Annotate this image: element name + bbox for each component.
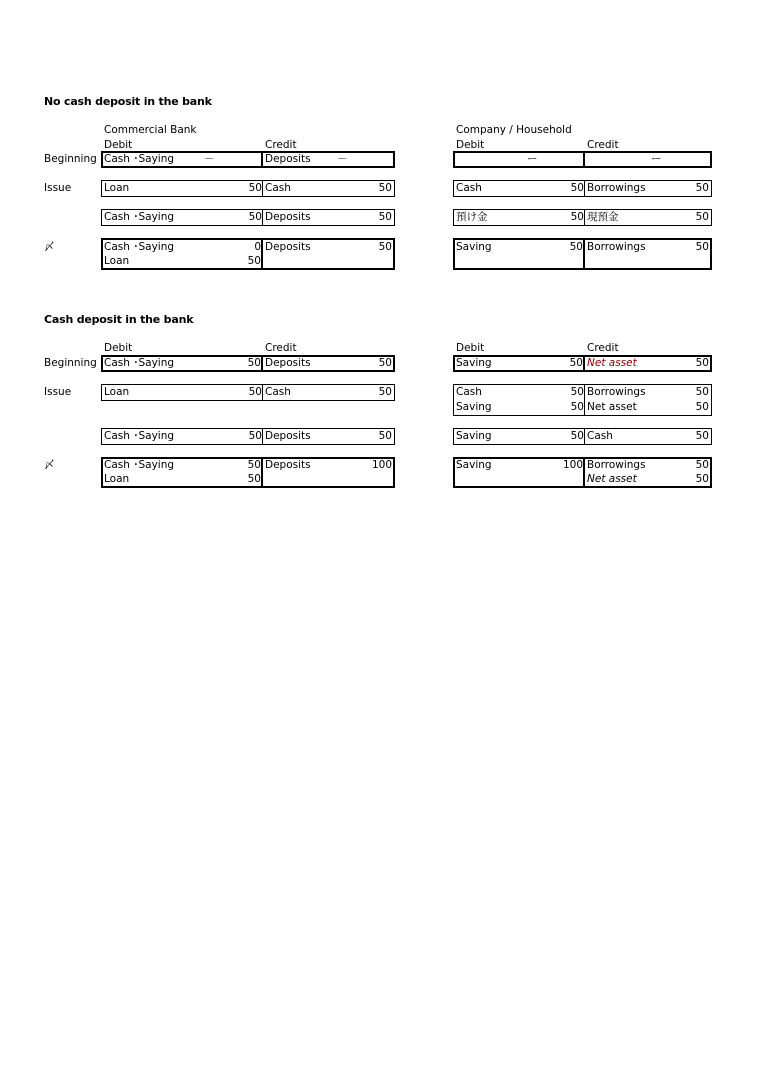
bank-credit-value: 50 — [378, 182, 392, 194]
divider — [262, 428, 263, 445]
household-debit-value: 50 — [570, 430, 584, 442]
bank-credit-header: Credit — [265, 139, 297, 151]
household-debit-header: Debit — [456, 342, 485, 354]
bank-credit-value: 50 — [378, 430, 392, 442]
household-debit-value: ー — [527, 153, 538, 165]
section-title: No cash deposit in the bank — [44, 95, 212, 108]
row-label-beginning: Beginning — [44, 357, 97, 369]
household-debit-value: 100 — [562, 459, 583, 471]
household-credit-value: 50 — [695, 459, 709, 471]
bank-credit-label: Cash — [265, 182, 291, 194]
bank-debit-value: 50 — [247, 459, 261, 471]
row-label-issue: Issue — [44, 182, 72, 194]
bank-debit-label: Cash ･Saying — [104, 357, 175, 369]
household-debit-label: Cash — [456, 386, 482, 398]
bank-debit-value: 50 — [248, 386, 262, 398]
bank-header: Commercial Bank — [104, 124, 197, 136]
household-credit-label: Borrowings — [587, 459, 646, 471]
household-debit-value: 50 — [570, 211, 584, 223]
household-debit-label: Cash — [456, 182, 482, 194]
household-debit-value: 50 — [570, 386, 584, 398]
household-credit-label: Net asset — [587, 357, 637, 369]
bank-credit-label: Deposits — [265, 459, 311, 471]
bank-debit-label: Loan — [104, 473, 130, 485]
divider — [261, 151, 263, 168]
household-credit-value: 50 — [695, 473, 709, 485]
household-debit-value: 50 — [570, 401, 584, 413]
row-label-beginning: Beginning — [44, 153, 97, 165]
household-credit-label: Borrowings — [587, 182, 646, 194]
divider — [584, 180, 585, 197]
household-debit-label: Saving — [456, 241, 492, 253]
household-debit-value: 50 — [569, 241, 583, 253]
household-credit-label: Borrowings — [587, 241, 646, 253]
household-credit-value: ー — [651, 153, 662, 165]
divider — [262, 180, 263, 197]
household-credit-label: Net asset — [587, 401, 637, 413]
bank-credit-label: Deposits — [265, 430, 311, 442]
bank-credit-label: Deposits — [265, 241, 311, 253]
bank-credit-value: 50 — [378, 241, 392, 253]
divider — [262, 209, 263, 226]
bank-debit-label: Cash ･Saying — [104, 241, 175, 253]
bank-credit-value: 50 — [378, 386, 392, 398]
household-credit-label: Net asset — [587, 473, 637, 485]
household-credit-value: 50 — [695, 401, 709, 413]
divider — [583, 151, 585, 168]
household-debit-label: 預け金 — [456, 211, 488, 223]
bank-credit-label: Deposits — [265, 357, 311, 369]
bank-debit-label: Loan — [104, 386, 130, 398]
divider — [584, 209, 585, 226]
household-debit-label: Saving — [456, 357, 492, 369]
household-debit-value: 50 — [569, 357, 583, 369]
bank-debit-value: 50 — [248, 182, 262, 194]
household-credit-header: Credit — [587, 342, 619, 354]
divider — [583, 457, 585, 488]
bank-debit-label: Cash ･Saying — [104, 211, 175, 223]
bank-debit-value: 50 — [247, 357, 261, 369]
bank-debit-label: Loan — [104, 255, 130, 267]
household-credit-label: Cash — [587, 430, 613, 442]
divider — [583, 355, 585, 372]
bank-debit-value: 50 — [247, 255, 261, 267]
divider — [583, 238, 585, 270]
bank-debit-value: 50 — [248, 430, 262, 442]
bank-credit-label: Deposits — [265, 153, 311, 165]
household-header: Company / Household — [456, 124, 572, 136]
bank-credit-label: Cash — [265, 386, 291, 398]
divider — [584, 384, 585, 416]
section-title: Cash deposit in the bank — [44, 313, 194, 326]
bank-debit-value: 50 — [247, 473, 261, 485]
household-credit-value: 50 — [695, 386, 709, 398]
divider — [584, 428, 585, 445]
bank-debit-label: Cash ･Saying — [104, 459, 175, 471]
household-credit-value: 50 — [695, 241, 709, 253]
bank-credit-value: 50 — [378, 211, 392, 223]
bank-debit-label: Cash ･Saying — [104, 153, 175, 165]
bank-debit-label: Loan — [104, 182, 130, 194]
bank-credit-header: Credit — [265, 342, 297, 354]
household-credit-label: 現預金 — [587, 211, 619, 223]
bank-credit-label: Deposits — [265, 211, 311, 223]
household-credit-value: 50 — [695, 357, 709, 369]
divider — [262, 384, 263, 401]
bank-debit-value: 0 — [254, 241, 261, 253]
household-credit-value: 50 — [695, 430, 709, 442]
row-label-issue: Issue — [44, 386, 72, 398]
divider — [261, 355, 263, 372]
bank-debit-header: Debit — [104, 139, 133, 151]
bank-debit-value: － — [204, 153, 215, 165]
bank-credit-value: 100 — [371, 459, 392, 471]
bank-debit-label: Cash ･Saying — [104, 430, 175, 442]
row-label-end: 〆 — [44, 241, 55, 253]
bank-debit-header: Debit — [104, 342, 133, 354]
household-credit-value: 50 — [695, 182, 709, 194]
row-label-end: 〆 — [44, 459, 55, 471]
household-debit-value: 50 — [570, 182, 584, 194]
bank-debit-value: 50 — [248, 211, 262, 223]
household-credit-value: 50 — [695, 211, 709, 223]
household-credit-label: Borrowings — [587, 386, 646, 398]
household-credit-header: Credit — [587, 139, 619, 151]
household-debit-label: Saving — [456, 401, 492, 413]
household-debit-header: Debit — [456, 139, 485, 151]
bank-credit-value: 50 — [378, 357, 392, 369]
household-debit-label: Saving — [456, 430, 492, 442]
bank-credit-value: － — [337, 153, 348, 165]
divider — [261, 457, 263, 488]
divider — [261, 238, 263, 270]
household-debit-label: Saving — [456, 459, 492, 471]
